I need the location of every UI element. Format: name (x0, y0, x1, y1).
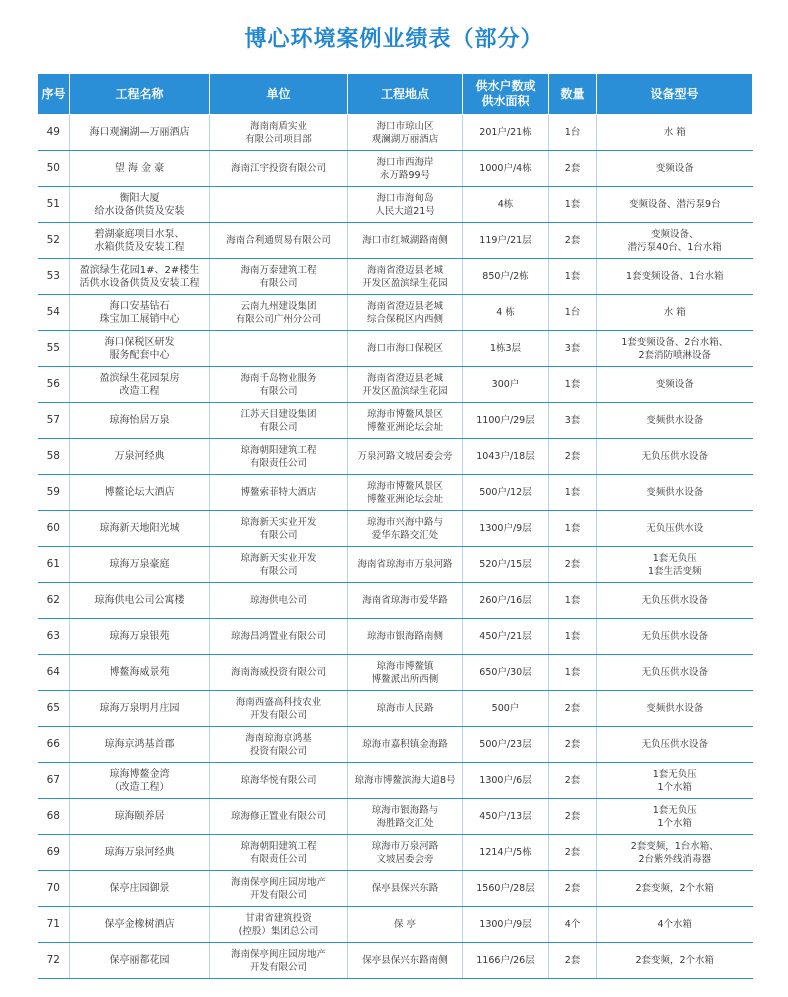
table-row (38, 475, 753, 511)
project-name-cell: 保亭丽都花园 (70, 943, 210, 979)
seq-cell: 61 (38, 547, 70, 583)
company-cell: 海南保亭闽庄园房地产 开发有限公司 (210, 943, 348, 979)
project-table (37, 73, 753, 979)
households-cell: 500户 (463, 691, 549, 727)
seq-cell: 51 (38, 187, 70, 223)
equipment-cell: 无负压供水设 (597, 511, 753, 547)
table-row (38, 151, 753, 187)
equipment-cell: 变频供水设备 (597, 691, 753, 727)
seq-cell: 72 (38, 943, 70, 979)
location-cell: 海口市琼山区 观澜湖万丽酒店 (348, 115, 463, 151)
table-row (38, 871, 753, 907)
equipment-cell: 水 箱 (597, 295, 753, 331)
project-name-cell: 万泉河经典 (70, 439, 210, 475)
households-cell: 520户/15层 (463, 547, 549, 583)
households-cell: 1300户/9层 (463, 511, 549, 547)
location-cell: 海口市海甸岛 人民大道21号 (348, 187, 463, 223)
project-name-cell: 衡阳大厦 给水设备供货及安装 (70, 187, 210, 223)
households-cell: 450户/13层 (463, 799, 549, 835)
seq-cell: 64 (38, 655, 70, 691)
seq-cell: 58 (38, 439, 70, 475)
table-row (38, 691, 753, 727)
quantity-cell: 1台 (549, 115, 597, 151)
equipment-cell: 2套变频，2个水箱 (597, 871, 753, 907)
company-cell: 海南合利通贸易有限公司 (210, 223, 348, 259)
company-cell: 海南万泰建筑工程 有限公司 (210, 259, 348, 295)
company-cell: 琼海华悦有限公司 (210, 763, 348, 799)
equipment-cell: 变频设备、 潜污泵40台、1台水箱 (597, 223, 753, 259)
location-cell: 琼海市兴海中路与 爱华东路交汇处 (348, 511, 463, 547)
equipment-cell: 变频设备 (597, 367, 753, 403)
equipment-cell: 1套无负压 1个水箱 (597, 799, 753, 835)
company-cell: 海南琼海京鸿基 投资有限公司 (210, 727, 348, 763)
company-cell: 江苏天目建设集团 有限公司 (210, 403, 348, 439)
households-cell: 260户/16层 (463, 583, 549, 619)
quantity-header: 数量 (549, 74, 597, 115)
table-row (38, 727, 753, 763)
equipment-cell: 无负压供水设备 (597, 655, 753, 691)
households-cell: 119户/21层 (463, 223, 549, 259)
households-cell: 1300户/6层 (463, 763, 549, 799)
households-header: 供水户数或 供水面积 (463, 74, 549, 115)
households-cell: 1300户/9层 (463, 907, 549, 943)
location-cell: 保亭县保兴东路 (348, 871, 463, 907)
equipment-cell: 变频设备、潜污泵9台 (597, 187, 753, 223)
project-name-cell: 望 海 金 豪 (70, 151, 210, 187)
company-cell: 琼海修正置业有限公司 (210, 799, 348, 835)
project-name-cell: 琼海万泉银苑 (70, 619, 210, 655)
equipment-cell: 2套变频，1台水箱、 2台紫外线消毒器 (597, 835, 753, 871)
equipment-cell: 1套无负压 1个水箱 (597, 763, 753, 799)
table-row (38, 655, 753, 691)
equipment-cell: 变频设备 (597, 151, 753, 187)
quantity-cell: 2套 (549, 943, 597, 979)
households-cell: 1166户/26层 (463, 943, 549, 979)
quantity-cell: 4个 (549, 907, 597, 943)
project-name-cell: 保亭金橡树酒店 (70, 907, 210, 943)
quantity-cell: 1套 (549, 655, 597, 691)
project-name-cell: 保亭庄园御景 (70, 871, 210, 907)
table-row (38, 835, 753, 871)
project-name-cell: 盈滨绿生花园泵房 改造工程 (70, 367, 210, 403)
project-name-cell: 海口保税区研发 服务配套中心 (70, 331, 210, 367)
households-cell: 450户/21层 (463, 619, 549, 655)
project-name-cell: 琼海万泉明月庄园 (70, 691, 210, 727)
table-row (38, 403, 753, 439)
location-cell: 海口市红城湖路南侧 (348, 223, 463, 259)
project-name-cell: 博鳌论坛大酒店 (70, 475, 210, 511)
table-row (38, 259, 753, 295)
seq-cell: 67 (38, 763, 70, 799)
seq-cell: 71 (38, 907, 70, 943)
seq-cell: 50 (38, 151, 70, 187)
households-cell: 1100户/29层 (463, 403, 549, 439)
location-cell: 琼海市人民路 (348, 691, 463, 727)
table-row (38, 547, 753, 583)
quantity-cell: 2套 (549, 547, 597, 583)
quantity-cell: 2套 (549, 439, 597, 475)
location-cell: 琼海市银海路与 海胜路交汇处 (348, 799, 463, 835)
location-cell: 琼海市博鳌风景区 博鳌亚洲论坛会址 (348, 403, 463, 439)
company-cell (210, 187, 348, 223)
households-cell: 201户/21栋 (463, 115, 549, 151)
project-name-cell: 琼海万泉河经典 (70, 835, 210, 871)
table-row (38, 943, 753, 979)
company-cell: 海南海威投资有限公司 (210, 655, 348, 691)
company-cell: 琼海供电公司 (210, 583, 348, 619)
table-row (38, 439, 753, 475)
company-cell: 云南九州建设集团 有限公司广州分公司 (210, 295, 348, 331)
location-cell: 琼海市银海路南侧 (348, 619, 463, 655)
company-cell: 海南保亭闽庄园房地产 开发有限公司 (210, 871, 348, 907)
households-cell: 1214户/5栋 (463, 835, 549, 871)
quantity-cell: 2套 (549, 763, 597, 799)
households-cell: 1栋3层 (463, 331, 549, 367)
quantity-cell: 1套 (549, 511, 597, 547)
location-header: 工程地点 (348, 74, 463, 115)
project-name-cell: 海口观澜湖—万丽酒店 (70, 115, 210, 151)
location-cell: 琼海市博鳌风景区 博鳌亚洲论坛会址 (348, 475, 463, 511)
header-row (38, 74, 753, 115)
households-cell: 4栋 (463, 187, 549, 223)
page-title: 博心环境案例业绩表（部分） (244, 27, 544, 52)
equipment-cell: 1套无负压 1套生活变频 (597, 547, 753, 583)
seq-cell: 57 (38, 403, 70, 439)
seq-cell: 53 (38, 259, 70, 295)
equipment-header: 设备型号 (597, 74, 753, 115)
project-name-cell: 海口安基钻石 珠宝加工展销中心 (70, 295, 210, 331)
seq-cell: 54 (38, 295, 70, 331)
households-cell: 1560户/28层 (463, 871, 549, 907)
quantity-cell: 2套 (549, 691, 597, 727)
location-cell: 琼海市万泉河路 文坡居委会旁 (348, 835, 463, 871)
location-cell: 海口市西海岸 永万路99号 (348, 151, 463, 187)
table-row (38, 763, 753, 799)
company-header: 单位 (210, 74, 348, 115)
quantity-cell: 1套 (549, 367, 597, 403)
quantity-cell: 1套 (549, 475, 597, 511)
seq-cell: 52 (38, 223, 70, 259)
quantity-cell: 2套 (549, 799, 597, 835)
seq-cell: 69 (38, 835, 70, 871)
seq-cell: 59 (38, 475, 70, 511)
company-cell: 海南西盛高科技农业 开发有限公司 (210, 691, 348, 727)
company-cell (210, 331, 348, 367)
seq-cell: 70 (38, 871, 70, 907)
households-cell: 4 栋 (463, 295, 549, 331)
quantity-cell: 3套 (549, 331, 597, 367)
quantity-cell: 3套 (549, 403, 597, 439)
equipment-cell: 2套变频，2个水箱 (597, 943, 753, 979)
quantity-cell: 1套 (549, 259, 597, 295)
project-name-cell: 琼海京鸿基首郡 (70, 727, 210, 763)
location-cell: 海南省澄迈县老城 综合保税区内西侧 (348, 295, 463, 331)
households-cell: 500户/23层 (463, 727, 549, 763)
table-row (38, 511, 753, 547)
project-name-cell: 琼海新天地阳光城 (70, 511, 210, 547)
project-name-cell: 琼海怡居万泉 (70, 403, 210, 439)
quantity-cell: 1台 (549, 295, 597, 331)
project-name-cell: 博鳌海威景苑 (70, 655, 210, 691)
table-row (38, 619, 753, 655)
seq-cell: 62 (38, 583, 70, 619)
households-cell: 500户/12层 (463, 475, 549, 511)
quantity-cell: 2套 (549, 835, 597, 871)
location-cell: 海南省澄迈县老城 开发区盈滨绿生花园 (348, 259, 463, 295)
quantity-cell: 2套 (549, 727, 597, 763)
location-cell: 保亭县保兴东路南侧 (348, 943, 463, 979)
equipment-cell: 无负压供水设备 (597, 727, 753, 763)
seq-cell: 66 (38, 727, 70, 763)
location-cell: 琼海市嘉积镇金海路 (348, 727, 463, 763)
quantity-cell: 1套 (549, 187, 597, 223)
quantity-cell: 1套 (549, 583, 597, 619)
table-row (38, 187, 753, 223)
company-cell: 海南南盾实业 有限公司项目部 (210, 115, 348, 151)
project-name-cell: 琼海博鳌金湾 （改造工程） (70, 763, 210, 799)
quantity-cell: 2套 (549, 223, 597, 259)
equipment-cell: 变频供水设备 (597, 475, 753, 511)
seq-cell: 63 (38, 619, 70, 655)
households-cell: 300户 (463, 367, 549, 403)
table-row (38, 115, 753, 151)
households-cell: 650户/30层 (463, 655, 549, 691)
equipment-cell: 无负压供水设备 (597, 583, 753, 619)
equipment-cell: 无负压供水设备 (597, 619, 753, 655)
table-body (38, 115, 753, 979)
location-cell: 海南省琼海市万泉河路 (348, 547, 463, 583)
company-cell: 琼海昌鸿置业有限公司 (210, 619, 348, 655)
location-cell: 保 亭 (348, 907, 463, 943)
project-name-header: 工程名称 (70, 74, 210, 115)
company-cell: 琼海新天实业开发 有限公司 (210, 547, 348, 583)
company-cell: 博鳌索菲特大酒店 (210, 475, 348, 511)
location-cell: 海南省琼海市爱华路 (348, 583, 463, 619)
company-cell: 琼海新天实业开发 有限公司 (210, 511, 348, 547)
table-row (38, 367, 753, 403)
seq-cell: 65 (38, 691, 70, 727)
project-name-cell: 琼海万泉豪庭 (70, 547, 210, 583)
equipment-cell: 无负压供水设备 (597, 439, 753, 475)
project-name-cell: 碧湖豪庭项目水泵、 水箱供货及安装工程 (70, 223, 210, 259)
location-cell: 海口市海口保税区 (348, 331, 463, 367)
table-row (38, 583, 753, 619)
table-row (38, 223, 753, 259)
equipment-cell: 1套变频设备、2台水箱、 2套消防喷淋设备 (597, 331, 753, 367)
project-name-cell: 琼海颐养居 (70, 799, 210, 835)
location-cell: 海南省澄迈县老城 开发区盈滨绿生花园 (348, 367, 463, 403)
table-row (38, 295, 753, 331)
project-name-cell: 盈滨绿生花园1#、2#楼生 活供水设备供货及安装工程 (70, 259, 210, 295)
company-cell: 海南千岛物业服务 有限公司 (210, 367, 348, 403)
households-cell: 1000户/4栋 (463, 151, 549, 187)
equipment-cell: 水 箱 (597, 115, 753, 151)
company-cell: 琼海朝阳建筑工程 有限责任公司 (210, 439, 348, 475)
equipment-cell: 变频供水设备 (597, 403, 753, 439)
location-cell: 万泉河路文坡居委会旁 (348, 439, 463, 475)
households-cell: 850户/2栋 (463, 259, 549, 295)
households-cell: 1043户/18层 (463, 439, 549, 475)
seq-cell: 60 (38, 511, 70, 547)
quantity-cell: 1套 (549, 619, 597, 655)
location-cell: 琼海市博鳌滨海大道8号 (348, 763, 463, 799)
table-row (38, 799, 753, 835)
company-cell: 甘肃省建筑投资 (控股）集团总公司 (210, 907, 348, 943)
seq-header: 序号 (38, 74, 70, 115)
seq-cell: 68 (38, 799, 70, 835)
quantity-cell: 2套 (549, 151, 597, 187)
table-row (38, 331, 753, 367)
company-cell: 海南江宇投资有限公司 (210, 151, 348, 187)
equipment-cell: 1套变频设备、1台水箱 (597, 259, 753, 295)
seq-cell: 55 (38, 331, 70, 367)
table-row (38, 907, 753, 943)
seq-cell: 49 (38, 115, 70, 151)
quantity-cell: 2套 (549, 871, 597, 907)
project-name-cell: 琼海供电公司公寓楼 (70, 583, 210, 619)
location-cell: 琼海市博鳌镇 博鳌派出所西侧 (348, 655, 463, 691)
equipment-cell: 4个水箱 (597, 907, 753, 943)
company-cell: 琼海朝阳建筑工程 有限责任公司 (210, 835, 348, 871)
seq-cell: 56 (38, 367, 70, 403)
